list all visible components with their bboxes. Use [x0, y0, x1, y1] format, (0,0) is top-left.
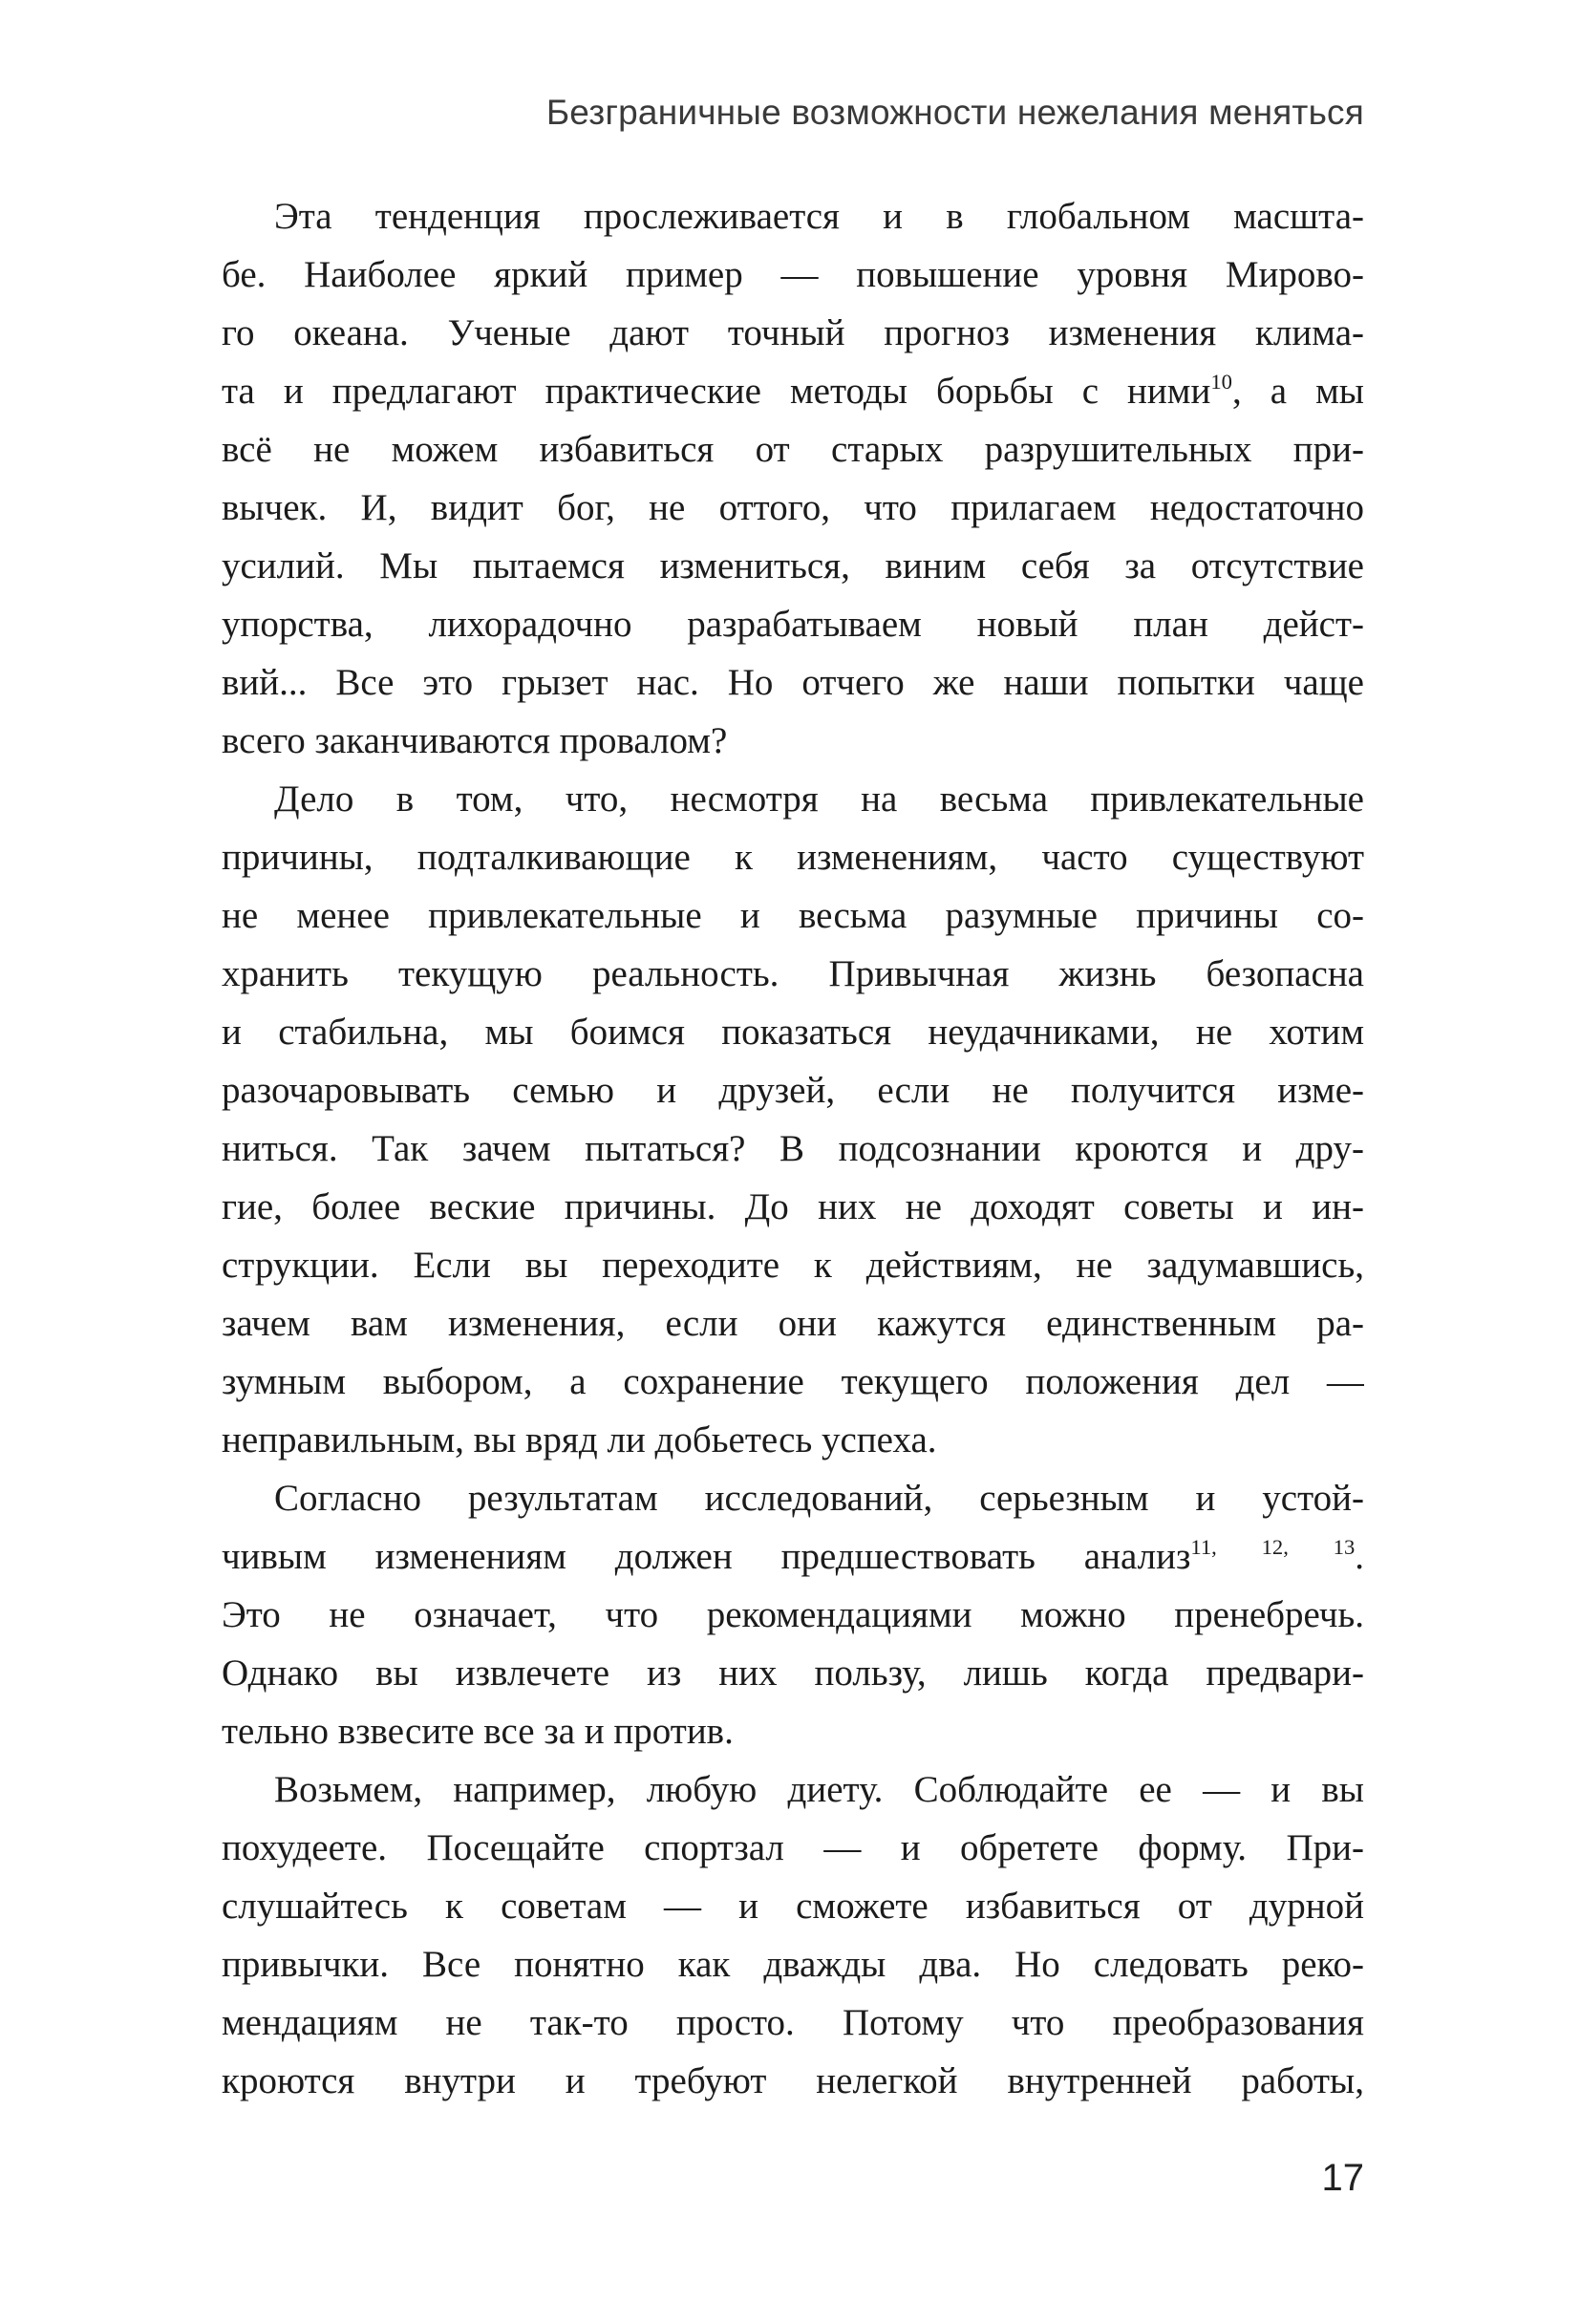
text-line: не менее привлекательные и весьма разумные причины со-: [222, 895, 1364, 936]
text-line: слушайтесь к советам — и сможете избавиться от дурной: [222, 1886, 1364, 1927]
text-line: Это не означает, что рекомендациями можно пренебречь.: [222, 1594, 1364, 1635]
text-line: привычки. Все понятно как дважды два. Но следовать реко-: [222, 1944, 1364, 1985]
text-line: тельно взвесите все за и против.: [222, 1711, 734, 1752]
text-line: и стабильна, мы боимся показаться неудачниками, не хотим: [222, 1012, 1364, 1053]
text-line: бе. Наиболее яркий пример — повышение уровня Мирово-: [222, 254, 1364, 295]
text-line: неправильным, вы вряд ли добьетесь успеха.: [222, 1419, 937, 1460]
text-line: хранить текущую реальность. Привычная жизнь безопасна: [222, 953, 1364, 994]
text-line: зачем вам изменения, если они кажутся единственным ра-: [222, 1303, 1364, 1344]
text-line: Однако вы извлечете из них пользу, лишь когда предвари-: [222, 1652, 1364, 1694]
body-text: [222, 187, 1364, 2110]
footnote-reference: 11, 12, 13: [1190, 1535, 1356, 1559]
text-line: чивым изменениям должен предшествовать анализ$^{11, 12, 13}$.: [222, 1535, 1364, 1577]
text-line: ниться. Так зачем пытаться? В подсознании кроются и дру-: [222, 1128, 1364, 1169]
text-line: зумным выбором, а сохранение текущего положения дел —: [222, 1361, 1364, 1402]
footnote-reference: 10: [1210, 370, 1232, 394]
text-line: вий... Все это грызет нас. Но отчего же наши попытки чаще: [222, 662, 1364, 703]
text-line: Возьмем, например, любую диету. Соблюдайте ее — и вы: [274, 1769, 1364, 1810]
text-line: похудеете. Посещайте спортзал — и обретете форму. При-: [222, 1827, 1364, 1868]
text-line: та и предлагают практические методы борьбы с ними$^{10}$, а мы: [222, 370, 1364, 412]
text-line: усилий. Мы пытаемся измениться, виним себя за отсутствие: [222, 545, 1364, 586]
text-line: разочаровывать семью и друзей, если не получится изме-: [222, 1070, 1364, 1111]
text-line: Эта тенденция прослеживается и в глобальном масшта-: [274, 196, 1364, 237]
text-line: Согласно результатам исследований, серьезным и устой-: [274, 1478, 1364, 1519]
text-line: всего заканчиваются провалом?: [222, 720, 728, 761]
text-line: упорства, лихорадочно разрабатываем новый план дейст-: [222, 604, 1364, 645]
text-line: причины, подталкивающие к изменениям, часто существуют: [222, 837, 1364, 878]
text-line: всё не можем избавиться от старых разрушительных при-: [222, 429, 1364, 470]
text-line: струкции. Если вы переходите к действиям, не задумавшись,: [222, 1245, 1364, 1286]
text-line: Дело в том, что, несмотря на весьма привлекательные: [274, 778, 1364, 820]
running-header: Безграничные возможности нежелания меняться: [545, 93, 1364, 132]
text-line: мендациям не так-то просто. Потому что преобразования: [222, 2002, 1364, 2043]
text-line: го океана. Ученые дают точный прогноз изменения клима-: [222, 312, 1364, 353]
text-line: вычек. И, видит бог, не оттого, что прилагаем недостаточно: [222, 487, 1364, 528]
text-line: кроются внутри и требуют нелегкой внутренней работы,: [222, 2060, 1364, 2101]
text-line: гие, более веские причины. До них не доходят советы и ин-: [222, 1186, 1364, 1227]
page-number: 17: [1321, 2157, 1364, 2199]
